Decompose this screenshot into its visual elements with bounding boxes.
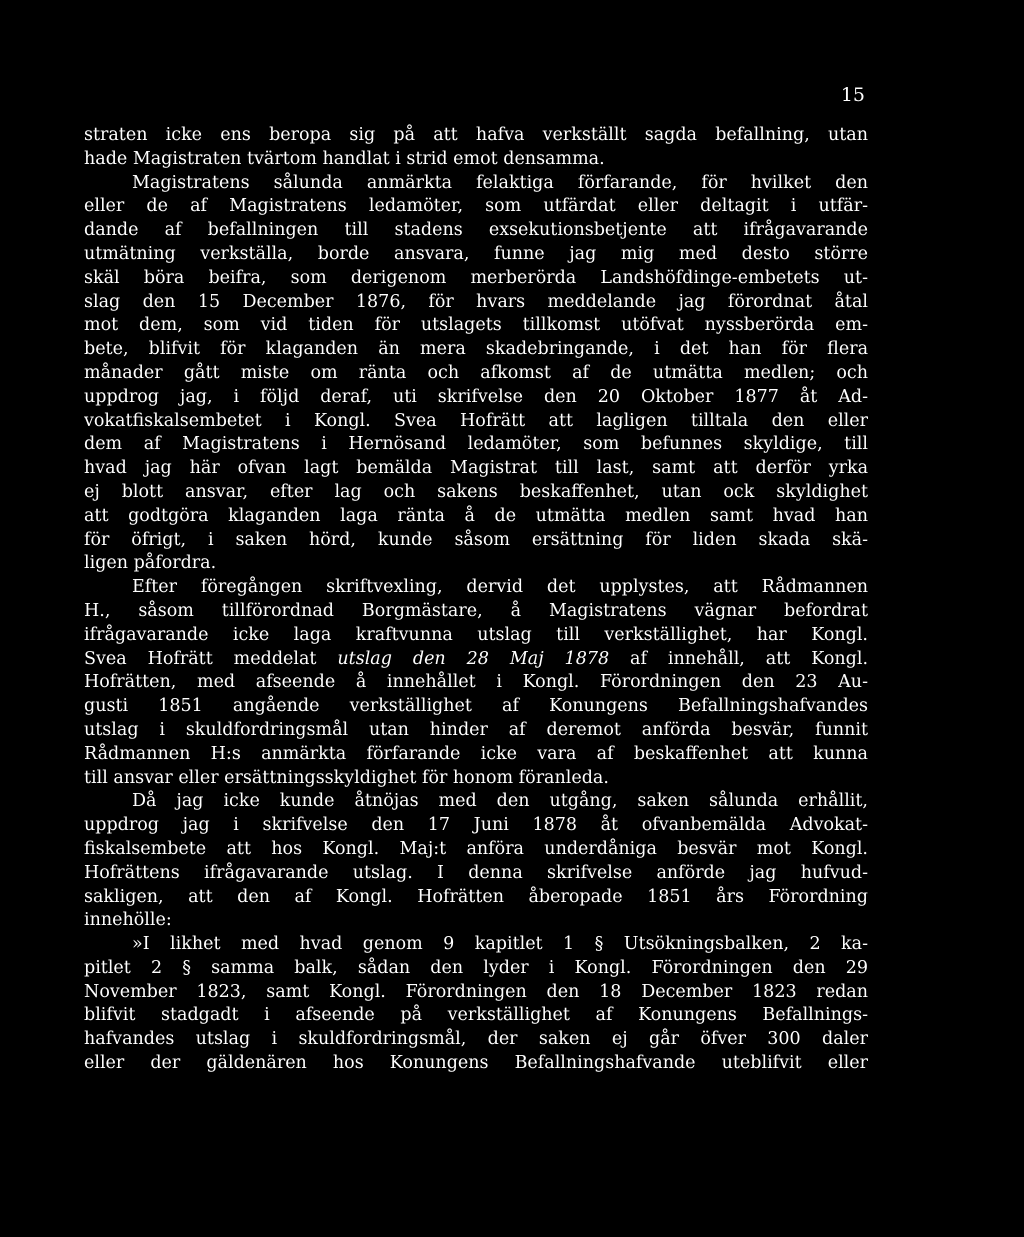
text-line: Hofrättens ifrågavarande utslag. I denna skrifvelse anförde jag hufvud-: [84, 862, 868, 883]
text-line: månader gått miste om ränta och afkomst af de utmätta medlen; och: [84, 362, 868, 383]
text-segment: Svea Hofrätt meddelat: [84, 648, 338, 669]
text-line: Då jag icke kunde åtnöjas med den utgång, saken sålunda erhållit,: [132, 791, 868, 812]
body-text: [84, 124, 868, 1076]
text-line: utmätning verkställa, borde ansvara, funne jag mig med desto större: [84, 243, 868, 264]
italic-segment: utslag den 28 Maj 1878: [337, 648, 610, 669]
text-line: Hofrätten, med afseende å innehållet i Kongl. Förordningen den 23 Au-: [84, 672, 868, 693]
text-line: för öfrigt, i saken hörd, kunde såsom ersättning för liden skada skä-: [84, 529, 868, 550]
text-line: fiskalsembete att hos Kongl. Maj:t anföra underdåniga besvär mot Kongl.: [84, 838, 868, 859]
text-line: bete, blifvit för klaganden än mera skadebringande, i det han för flera: [84, 339, 868, 360]
text-line: skäl böra beifra, som derigenom merberörda Landshöfdinge-embetets ut-: [84, 267, 868, 288]
text-line: »I likhet med hvad genom 9 kapitlet 1 § Utsökningsbalken, 2 ka-: [132, 934, 868, 955]
text-line: ej blott ansvar, efter lag och sakens beskaffenhet, utan ock skyldighet: [84, 481, 868, 502]
text-line: gusti 1851 angående verkställighet af Konungens Befallningshafvandes: [84, 696, 868, 717]
text-line: [84, 648, 868, 672]
text-line: sakligen, att den af Kongl. Hofrätten åberopade 1851 års Förordning: [84, 886, 868, 907]
text-line: eller de af Magistratens ledamöter, som utfärdat eller deltagit i utfär-: [84, 196, 868, 217]
text-line: eller der gäldenären hos Konungens Befallningshafvande uteblifvit eller: [84, 1053, 868, 1074]
text-line: ligen påfordra.: [84, 553, 217, 574]
text-line: uppdrog jag i skrifvelse den 17 Juni 1878 åt ofvanbemälda Advokat-: [84, 815, 868, 836]
text-line: pitlet 2 § samma balk, sådan den lyder i Kongl. Förordningen den 29: [84, 957, 868, 978]
text-segment: af innehåll, att Kongl.: [609, 648, 868, 669]
text-line: hade Magistraten tvärtom handlat i strid emot densamma.: [84, 148, 605, 169]
text-line: vokatfiskalsembetet i Kongl. Svea Hofrätt att lagligen tilltala den eller: [84, 410, 868, 431]
page-number: 15: [840, 84, 865, 106]
text-line: November 1823, samt Kongl. Förordningen den 18 December 1823 redan: [84, 981, 868, 1002]
text-line: hvad jag här ofvan lagt bemälda Magistrat till last, samt att derför yrka: [84, 458, 868, 479]
text-line: blifvit stadgadt i afseende på verkställighet af Konungens Befallnings-: [84, 1005, 868, 1026]
text-line: ifrågavarande icke laga kraftvunna utslag till verkställighet, har Kongl.: [84, 624, 868, 645]
text-line: Rådmannen H:s anmärkta förfarande icke vara af beskaffenhet att kunna: [84, 743, 868, 764]
text-line: Magistratens sålunda anmärkta felaktiga förfarande, för hvilket den: [132, 172, 868, 193]
text-line: H., såsom tillförordnad Borgmästare, å Magistratens vägnar befordrat: [84, 600, 868, 621]
text-line: hafvandes utslag i skuldfordringsmål, der saken ej går öfver 300 daler: [84, 1029, 868, 1050]
text-line: att godtgöra klaganden laga ränta å de utmätta medlen samt hvad han: [84, 505, 868, 526]
text-line: uppdrog jag, i följd deraf, uti skrifvelse den 20 Oktober 1877 åt Ad-: [84, 386, 868, 407]
text-line: slag den 15 December 1876, för hvars meddelande jag förordnat åtal: [84, 291, 868, 312]
text-line: till ansvar eller ersättningsskyldighet för honom föranleda.: [84, 767, 609, 788]
text-line: dande af befallningen till stadens exsekutionsbetjente att ifrågavarande: [84, 220, 868, 241]
text-line: mot dem, som vid tiden för utslagets tillkomst utöfvat nyssberörda em-: [84, 315, 868, 336]
text-line: innehölle:: [84, 910, 172, 931]
text-line: straten icke ens beropa sig på att hafva verkställt sagda befallning, utan: [84, 125, 868, 145]
text-line: Efter föregången skriftvexling, dervid det upplystes, att Rådmannen: [132, 577, 868, 598]
text-line: utslag i skuldfordringsmål utan hinder af deremot anförda besvär, funnit: [84, 719, 868, 740]
text-line: dem af Magistratens i Hernösand ledamöter, som befunnes skyldige, till: [84, 434, 868, 455]
